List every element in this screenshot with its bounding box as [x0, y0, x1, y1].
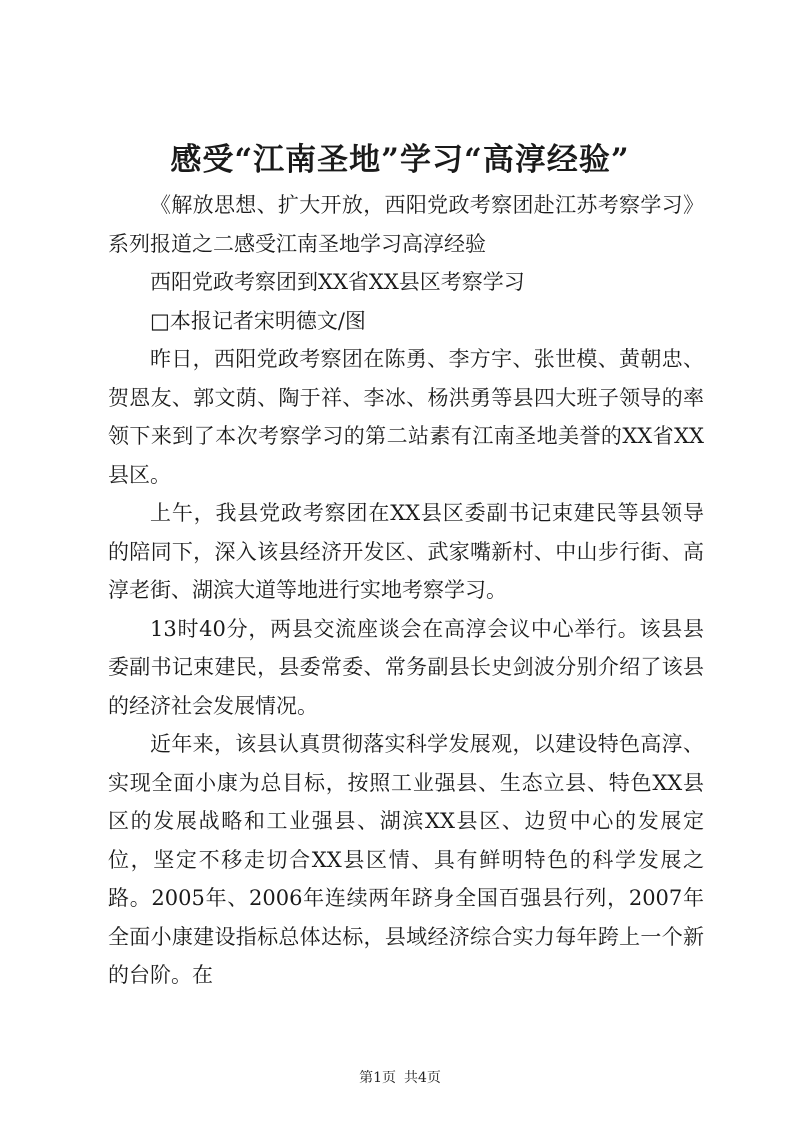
paragraph-body: 近年来，该县认真贯彻落实科学发展观，以建设特色高淳、实现全面小康为总目标，按照工业强县、生态立县、特色XX县区的发展战略和工业强县、湖滨XX县区、边贸中心的发展定位，坚定不移走切合XX县区情、具有鲜明特色的科学发展之路。2005年、2006年连续两年跻身全国百强县行列，2007年全面小康建设指标总体达标，县域经济综合实力每年跨上一个新的台阶。在 — [108, 732, 704, 987]
page-footer — [0, 1068, 800, 1088]
paragraph-series-heading: 《解放思想、扩大开放，西阳党政考察团赴江苏考察学习》系列报道之二感受江南圣地学习高淳经验 — [108, 193, 704, 256]
paragraph-byline: □本报记者宋明德文/图 — [150, 308, 366, 333]
paragraph-body: 13时40分，两县交流座谈会在高淳会议中心举行。该县县委副书记束建民，县委常委、常务副县长史剑波分别介绍了该县的经济社会发展情况。 — [108, 616, 704, 718]
paragraph-subtitle: 西阳党政考察团到XX省XX县区考察学习 — [150, 270, 525, 294]
document-body — [108, 186, 704, 995]
page-total: 共4页 — [404, 1070, 441, 1086]
paragraph-body: 昨日，西阳党政考察团在陈勇、李方宇、张世模、黄朝忠、贺恩友、郭文荫、陶于祥、李冰、杨洪勇等县四大班子领导的率领下来到了本次考察学习的第二站素有江南圣地美誉的XX省XX县区。 — [108, 347, 704, 487]
paragraph-body: 上午，我县党政考察团在XX县区委副书记束建民等县领导的陪同下，深入该县经济开发区、武家嘴新村、中山步行街、高淳老街、湖滨大道等地进行实地考察学习。 — [108, 501, 704, 602]
page-number: 第1页 — [359, 1070, 396, 1086]
document-title: 感受“江南圣地”学习“高淳经验” — [170, 142, 630, 178]
